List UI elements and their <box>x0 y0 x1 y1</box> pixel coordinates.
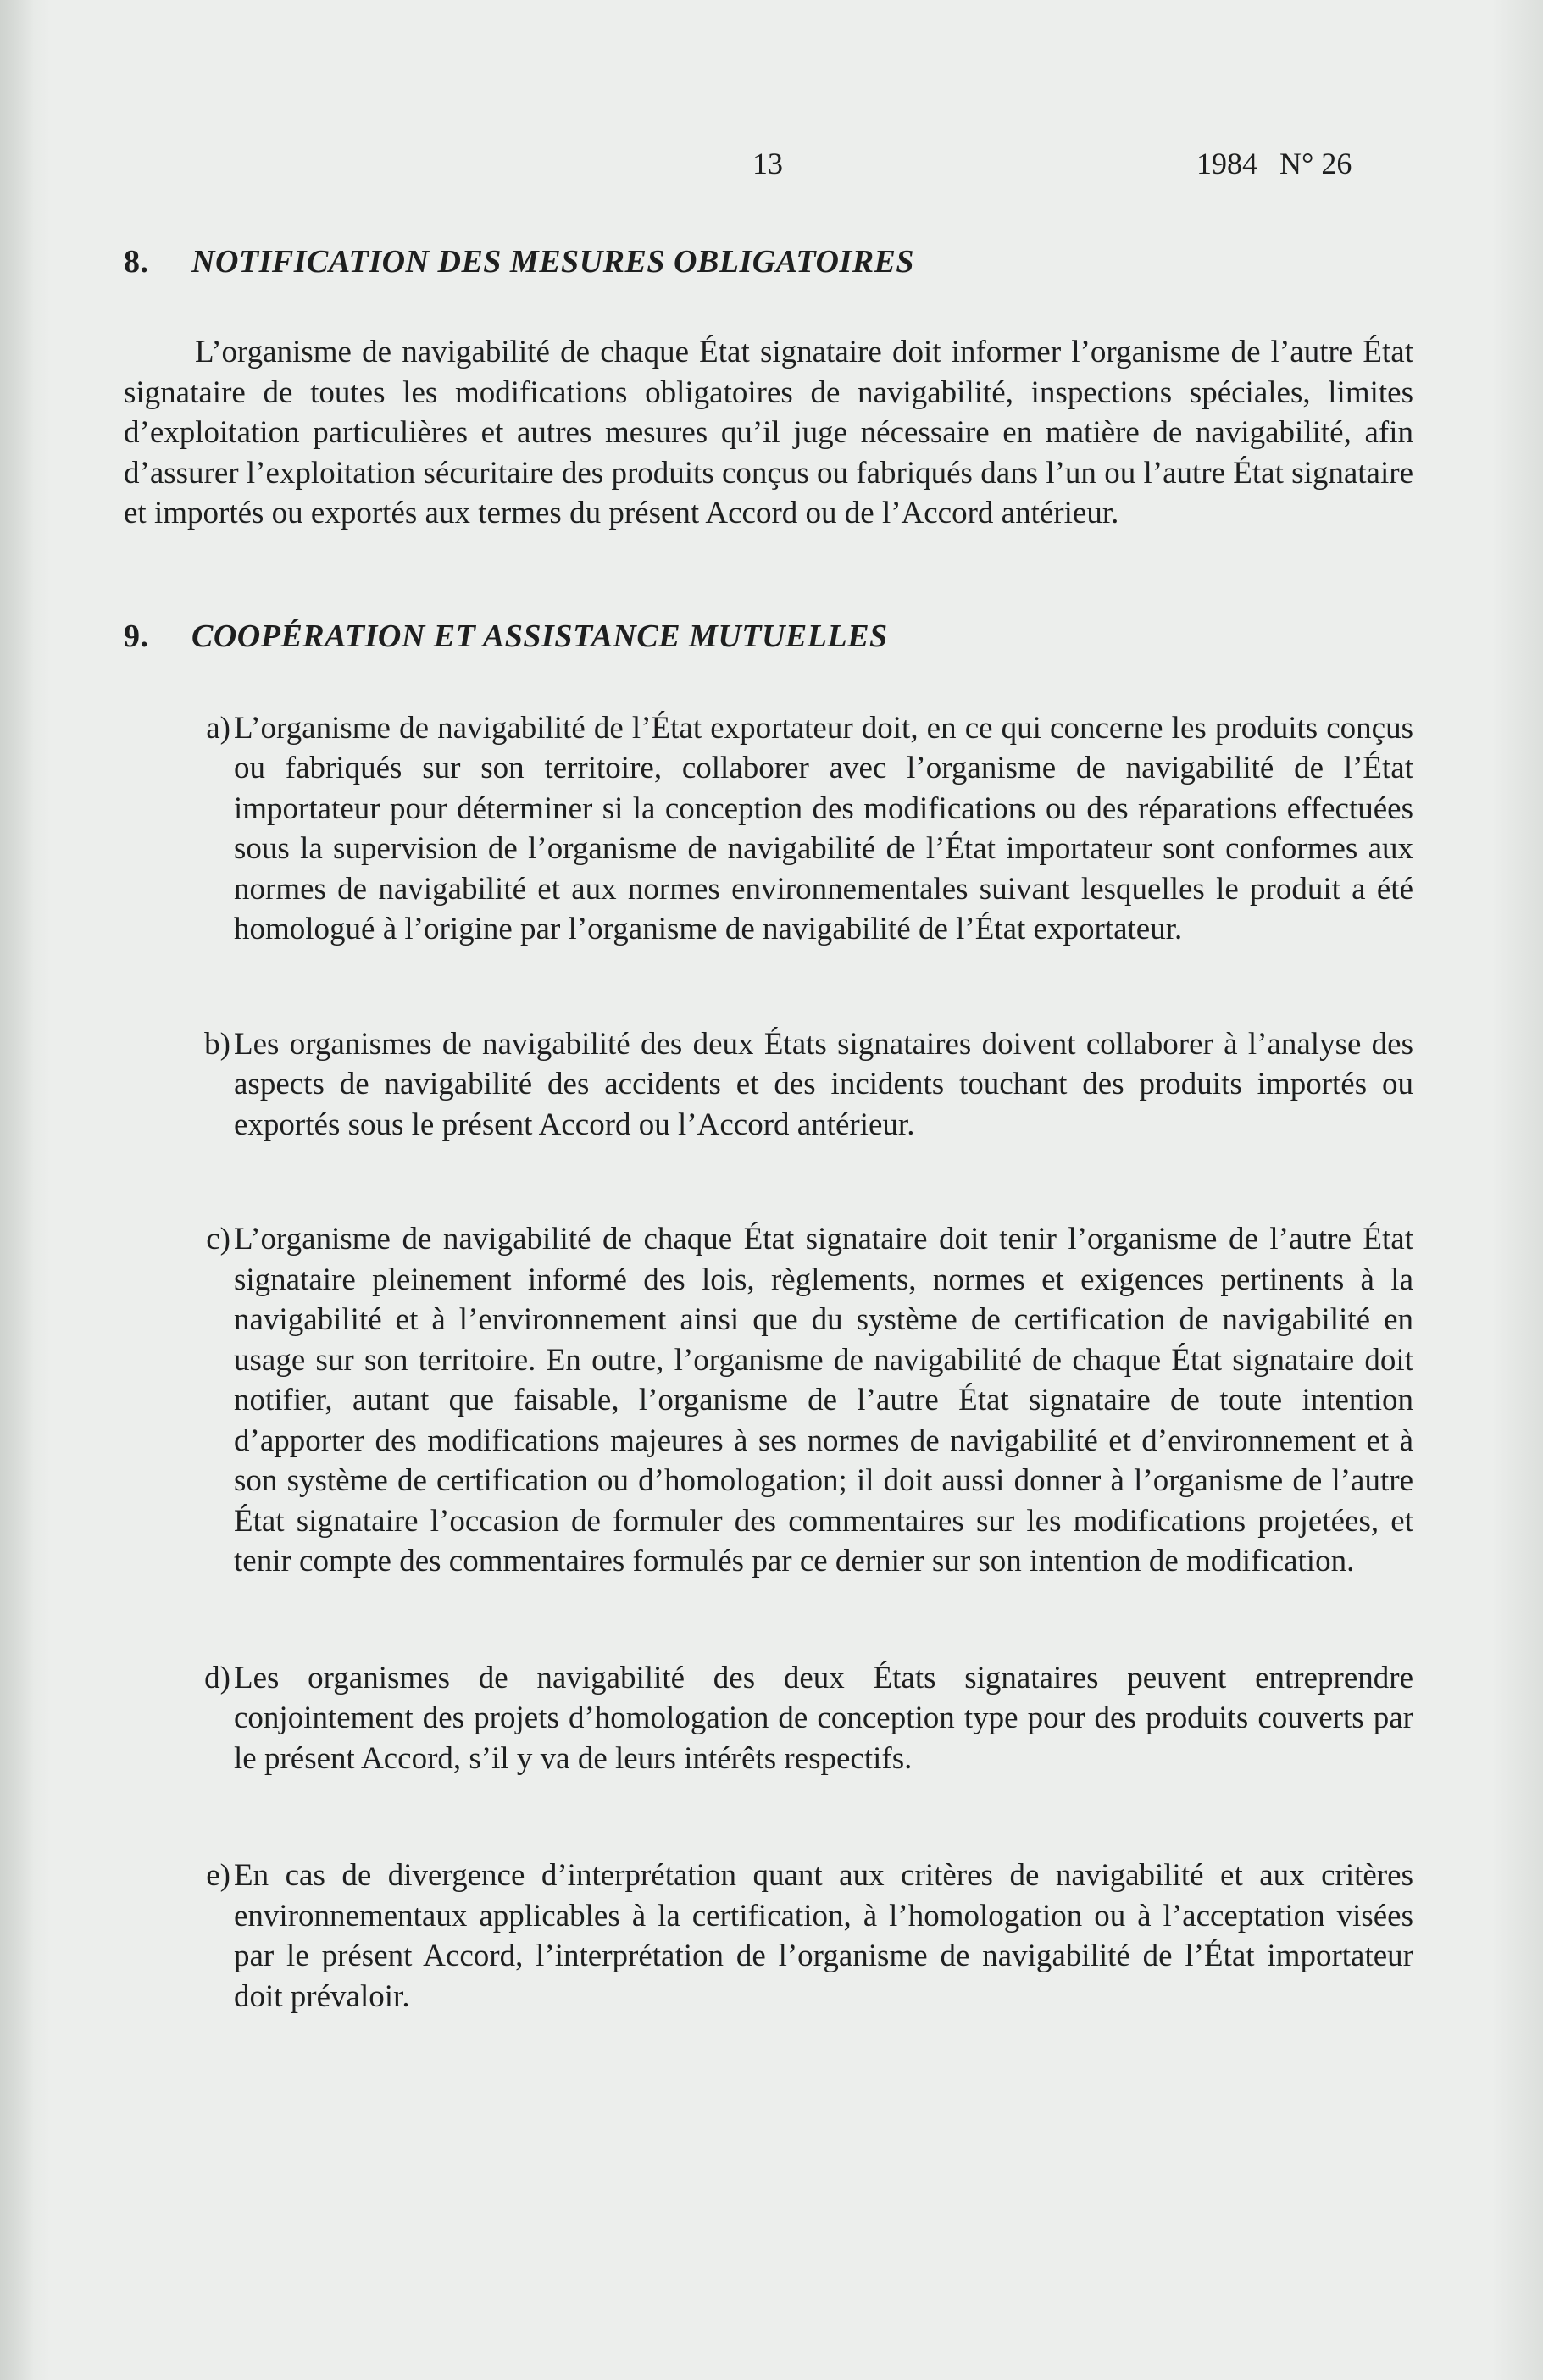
section-8-title: NOTIFICATION DES MESURES OBLIGATOIRES <box>191 244 915 280</box>
page-content <box>124 242 1413 2017</box>
item-letter: b) <box>204 1026 230 1062</box>
section-8-number: 8. <box>124 244 149 280</box>
item-letter: e) <box>206 1858 230 1893</box>
page-header <box>0 146 1543 197</box>
section-9-heading <box>124 617 1413 659</box>
item-text: L’organisme de navigabilité de chaque État signataire doit tenir l’organisme de l’autre État signataire pleinement informé des lois, règlements, normes et exigences pertinents à la navigabilité et à l’environnement ainsi que du système de certification de navigabilité en usage sur son territoire. En outre, l’organisme de navigabilité de chaque État signataire doit notifier, autant que faisable, l’organisme de l’autre État signataire de toute intention d’apporter des modifications majeures à ses normes de navigabilité et d’environnement et à son système de certification ou d’homologation; il doit aussi donner à l’organisme de l’autre État signataire l’occasion de formuler des commentaires sur les modifications projetées, et tenir compte des commentaires formulés par ce dernier sur son intention de modification. <box>234 1222 1413 1578</box>
item-text: Les organismes de navigabilité des deux États signataires doivent collaborer à l’analyse des aspects de navigabilité des accidents et des incidents touchant des produits importés ou exportés sous le présent Accord ou l’Accord antérieur. <box>234 1026 1413 1142</box>
section-9 <box>124 617 1413 2017</box>
section-9-item-e <box>124 1856 1413 2017</box>
section-9-item-b <box>124 1024 1413 1146</box>
section-8-paragraph: L’organisme de navigabilité de chaque État signataire doit informer l’organisme de l’autre État signataire de toutes les modifications obligatoires de navigabilité, inspections spéciales, limites d’exploitation particulières et autres mesures qu’il juge nécessaire en matière de navigabilité, afin d’assurer l’exploitation sécuritaire des produits conçus ou fabriqués dans l’un ou l’autre État signataire et importés ou exportés aux termes du présent Accord ou de l’Accord antérieur. <box>124 335 1413 530</box>
section-9-title: COOPÉRATION ET ASSISTANCE MUTUELLES <box>191 618 888 654</box>
header-issue-number: N° 26 <box>1279 147 1352 180</box>
item-text: L’organisme de navigabilité de l’État exportateur doit, en ce qui concerne les produits conçus ou fabriqués sur son territoire, collaborer avec l’organisme de navigabilité de l’État importateur pour déterminer si la conception des modifications ou des réparations effectuées sous la supervision de l’organisme de navigabilité de l’État importateur sont conformes aux normes de navigabilité et aux normes environnementales suivant lesquelles le produit a été homologué à l’origine par l’organisme de navigabilité de l’État exportateur. <box>234 710 1413 946</box>
section-8 <box>124 242 1413 534</box>
page-spine-shadow <box>0 0 34 2380</box>
header-year: 1984 <box>1196 147 1257 180</box>
item-letter: c) <box>206 1222 230 1257</box>
section-8-heading <box>124 242 1413 285</box>
item-text: En cas de divergence d’interprétation quant aux critères de navigabilité et aux critères environnementaux applicables à la certification, à l’homologation ou à l’acceptation visées par le présent Accord, l’interprétation de l’organisme de navigabilité de l’État importateur doit prévaloir. <box>234 1858 1413 2014</box>
section-9-item-c <box>124 1219 1413 1582</box>
item-letter: a) <box>206 710 230 746</box>
section-9-number: 9. <box>124 618 149 654</box>
item-text: Les organismes de navigabilité des deux États signataires peuvent entreprendre conjointement des projets d’homologation de conception type pour des produits couverts par le présent Accord, s’il y va de leurs intérêts respectifs. <box>234 1660 1413 1776</box>
item-letter: d) <box>204 1660 230 1695</box>
page-number: 13 <box>752 147 783 180</box>
section-9-item-d <box>124 1658 1413 1779</box>
section-9-item-a <box>124 708 1413 950</box>
